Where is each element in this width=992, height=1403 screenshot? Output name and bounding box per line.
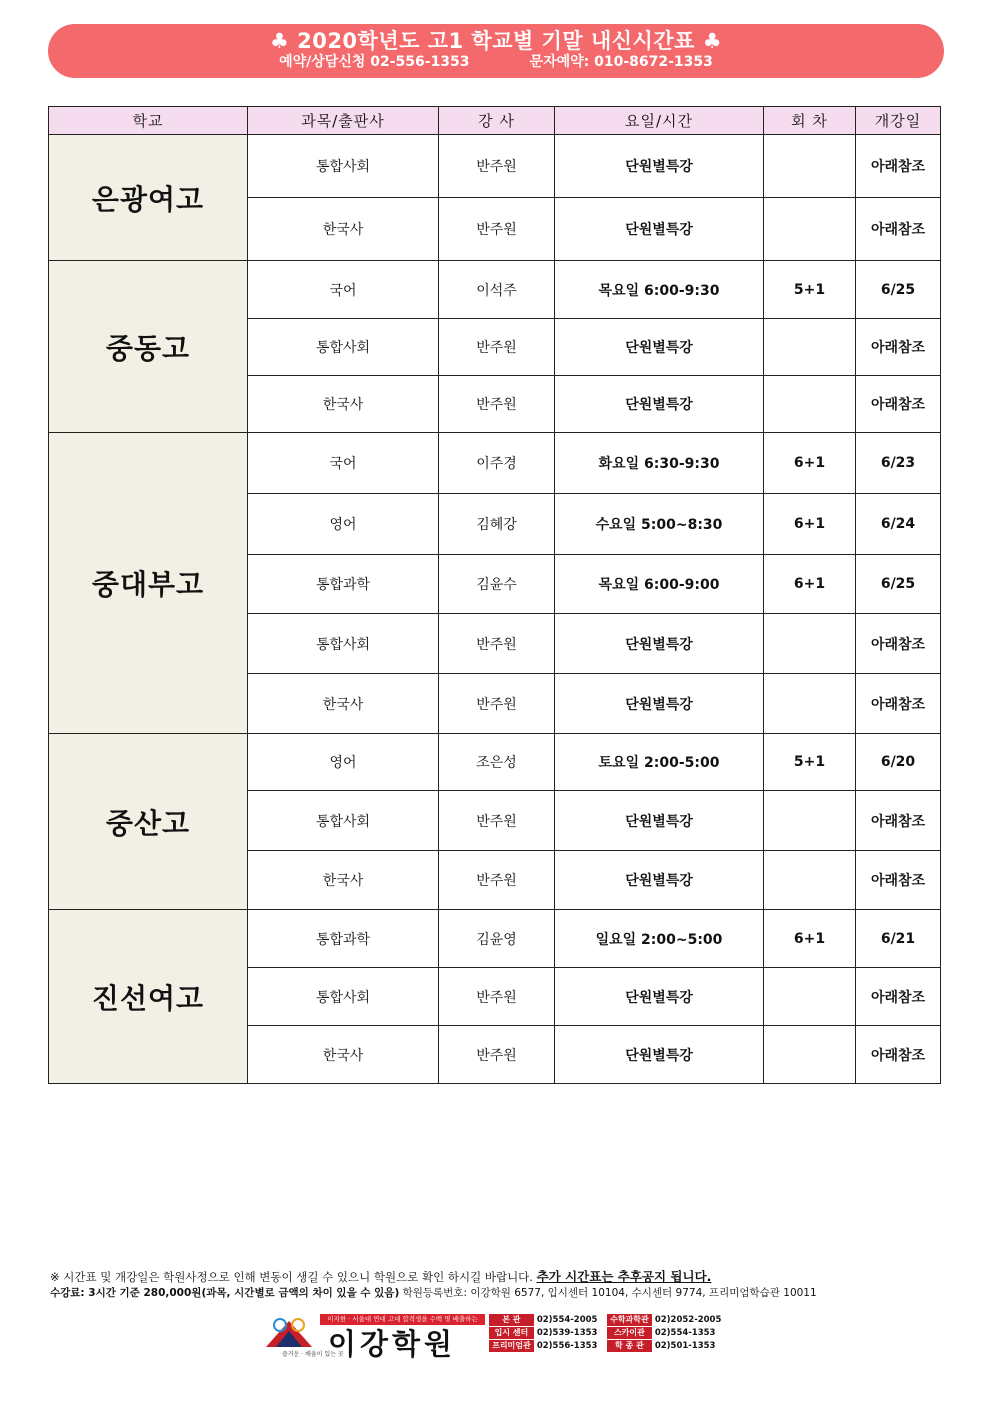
teacher-cell: 반주원 — [439, 968, 555, 1026]
time-cell: 단원별특강 — [555, 968, 764, 1026]
teacher-cell: 반주원 — [439, 376, 555, 433]
branch-tel: 02)556-1353 — [536, 1341, 598, 1351]
header-teacher: 강 사 — [439, 107, 555, 135]
page-title: ♣ 2020학년도 고1 학교별 기말 내신시간표 ♣ — [269, 29, 723, 53]
schedule-table — [48, 106, 941, 1084]
branch-tel: 02)554-1353 — [654, 1328, 716, 1338]
time-cell: 단원별특강 — [555, 319, 764, 376]
start-date-cell: 아래참조 — [856, 851, 941, 910]
registration-text: 학원등록번호: 이강학원 6577, 입시센터 10104, 수시센터 9774, 프리미엄학습관 10011 — [402, 1287, 817, 1299]
subject-cell: 영어 — [248, 734, 439, 791]
branch-tel: 02)2052-2005 — [654, 1315, 722, 1325]
time-cell: 수요일 5:00~8:30 — [555, 494, 764, 555]
subject-cell: 한국사 — [248, 198, 439, 261]
count-cell: 5+1 — [764, 734, 856, 791]
branch-label: 입시 센터 — [489, 1327, 534, 1339]
time-cell: 토요일 2:00-5:00 — [555, 734, 764, 791]
sms-phone: 문자예약: 010-8672-1353 — [529, 54, 713, 70]
start-date-cell: 6/23 — [856, 433, 941, 494]
school-name: 진선여고 — [49, 910, 248, 1084]
reservation-phone: 예약/상담신청 02-556-1353 — [279, 54, 470, 70]
teacher-cell: 반주원 — [439, 791, 555, 851]
teacher-cell: 조은성 — [439, 734, 555, 791]
start-date-cell: 6/24 — [856, 494, 941, 555]
start-date-cell: 아래참조 — [856, 1026, 941, 1084]
count-cell — [764, 968, 856, 1026]
subject-cell: 통합사회 — [248, 319, 439, 376]
time-cell: 목요일 6:00-9:00 — [555, 555, 764, 614]
teacher-cell: 김혜강 — [439, 494, 555, 555]
branch-label: 스카이관 — [607, 1327, 652, 1339]
table-row — [49, 910, 941, 968]
school-name: 중대부고 — [49, 433, 248, 734]
count-cell: 6+1 — [764, 555, 856, 614]
start-date-cell: 아래참조 — [856, 968, 941, 1026]
branch-label: 프리미엄관 — [489, 1340, 534, 1352]
logo-slogan: 이지한 · 서울대 연대 고대 합격생을 수백 명 배출하는 — [320, 1314, 485, 1325]
branch-label: 본 관 — [489, 1314, 534, 1326]
subject-cell: 국어 — [248, 261, 439, 319]
teacher-cell: 반주원 — [439, 1026, 555, 1084]
start-date-cell: 아래참조 — [856, 791, 941, 851]
start-date-cell: 6/25 — [856, 261, 941, 319]
branch-label: 학 종 관 — [607, 1340, 652, 1352]
subject-cell: 한국사 — [248, 674, 439, 734]
subject-cell: 한국사 — [248, 851, 439, 910]
time-cell: 목요일 6:00-9:30 — [555, 261, 764, 319]
start-date-cell: 6/20 — [856, 734, 941, 791]
count-cell — [764, 376, 856, 433]
notice-line — [50, 1267, 950, 1285]
time-cell: 화요일 6:30-9:30 — [555, 433, 764, 494]
time-cell: 단원별특강 — [555, 614, 764, 674]
time-cell: 단원별특강 — [555, 674, 764, 734]
count-cell — [764, 319, 856, 376]
table-row — [49, 261, 941, 319]
time-cell: 단원별특강 — [555, 1026, 764, 1084]
teacher-cell: 반주원 — [439, 198, 555, 261]
teacher-cell: 반주원 — [439, 135, 555, 198]
start-date-cell: 아래참조 — [856, 674, 941, 734]
branch-label: 수학과학관 — [607, 1314, 652, 1326]
count-cell — [764, 135, 856, 198]
academy-name: 이강학원 — [328, 1327, 457, 1361]
branch-tel: 02)554-2005 — [536, 1315, 598, 1325]
branch-tel: 02)539-1353 — [536, 1328, 598, 1338]
start-date-cell: 6/21 — [856, 910, 941, 968]
subject-cell: 통합사회 — [248, 968, 439, 1026]
count-cell — [764, 674, 856, 734]
subject-cell: 통합과학 — [248, 910, 439, 968]
start-date-cell: 아래참조 — [856, 319, 941, 376]
time-cell: 일요일 2:00~5:00 — [555, 910, 764, 968]
subject-cell: 통합사회 — [248, 791, 439, 851]
academy-emblem-icon — [262, 1315, 316, 1349]
count-cell: 5+1 — [764, 261, 856, 319]
teacher-cell: 반주원 — [439, 614, 555, 674]
branch-contacts — [489, 1314, 725, 1353]
teacher-cell: 김윤영 — [439, 910, 555, 968]
subject-cell: 한국사 — [248, 376, 439, 433]
subject-cell: 국어 — [248, 433, 439, 494]
school-name: 중산고 — [49, 734, 248, 910]
teacher-cell: 김윤수 — [439, 555, 555, 614]
teacher-cell: 반주원 — [439, 851, 555, 910]
time-cell: 단원별특강 — [555, 791, 764, 851]
subject-cell: 영어 — [248, 494, 439, 555]
time-cell: 단원별특강 — [555, 851, 764, 910]
count-cell — [764, 851, 856, 910]
fee-line — [50, 1285, 950, 1300]
subject-cell: 통합사회 — [248, 614, 439, 674]
header-start-date: 개강일 — [856, 107, 941, 135]
subject-cell: 통합사회 — [248, 135, 439, 198]
header-subject: 과목/출판사 — [248, 107, 439, 135]
start-date-cell: 아래참조 — [856, 376, 941, 433]
count-cell — [764, 1026, 856, 1084]
teacher-cell: 반주원 — [439, 319, 555, 376]
table-row — [49, 734, 941, 791]
table-row — [49, 433, 941, 494]
count-cell — [764, 198, 856, 261]
subject-cell: 통합과학 — [248, 555, 439, 614]
school-name: 중동고 — [49, 261, 248, 433]
teacher-cell: 이주경 — [439, 433, 555, 494]
count-cell: 6+1 — [764, 433, 856, 494]
time-cell: 단원별특강 — [555, 198, 764, 261]
time-cell: 단원별특강 — [555, 376, 764, 433]
header-count: 회 차 — [764, 107, 856, 135]
branch-row — [489, 1314, 725, 1326]
time-cell: 단원별특강 — [555, 135, 764, 198]
subject-cell: 한국사 — [248, 1026, 439, 1084]
academy-logo — [262, 1313, 487, 1361]
count-cell — [764, 614, 856, 674]
start-date-cell: 6/25 — [856, 555, 941, 614]
count-cell: 6+1 — [764, 494, 856, 555]
fee-text: 수강료: 3시간 기준 280,000원(과목, 시간별로 금액의 차이 있을 수 있음) — [50, 1287, 400, 1299]
school-name: 은광여고 — [49, 135, 248, 261]
branch-row — [489, 1327, 725, 1339]
table-row — [49, 135, 941, 198]
branch-tel: 02)501-1353 — [654, 1341, 716, 1351]
branch-row — [489, 1340, 725, 1352]
count-cell — [764, 791, 856, 851]
teacher-cell: 이석주 — [439, 261, 555, 319]
notice-text: ※ 시간표 및 개강일은 학원사정으로 인해 변동이 생길 수 있으니 학원으로 확인 하시길 바랍니다. — [50, 1270, 533, 1284]
start-date-cell: 아래참조 — [856, 135, 941, 198]
start-date-cell: 아래참조 — [856, 198, 941, 261]
start-date-cell: 아래참조 — [856, 614, 941, 674]
contact-line — [48, 53, 944, 71]
count-cell: 6+1 — [764, 910, 856, 968]
header-time: 요일/시간 — [555, 107, 764, 135]
header-row — [49, 107, 941, 135]
logo-tagline: 즐거운 · 배움이 있는 곳 — [282, 1351, 344, 1358]
notice-emphasis: 추가 시간표는 추후공지 됩니다. — [536, 1269, 712, 1284]
title-banner — [48, 24, 944, 78]
header-school: 학교 — [49, 107, 248, 135]
teacher-cell: 반주원 — [439, 674, 555, 734]
